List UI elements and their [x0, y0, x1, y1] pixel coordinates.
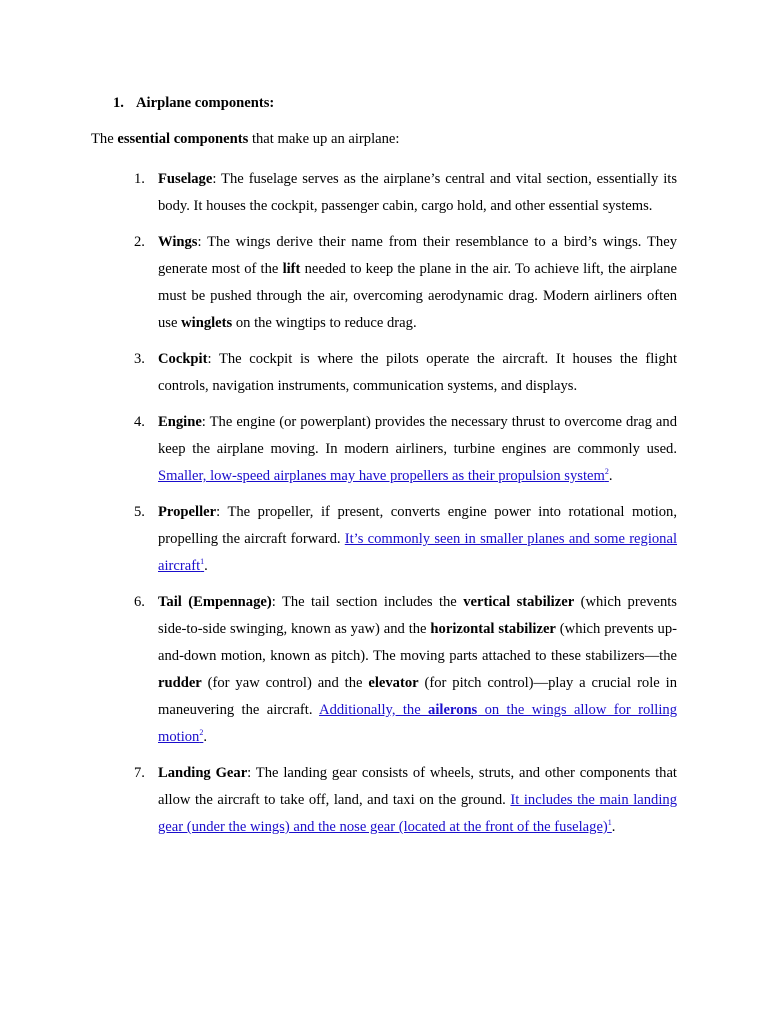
item-text: : The tail section includes the	[271, 594, 464, 610]
item-number: 3.	[134, 351, 145, 367]
item-number: 7.	[134, 765, 145, 781]
link-text[interactable]: It includes the main landing gear (under the wings) and the nose gear (located at the front of the fuselage)	[158, 792, 677, 835]
link-text[interactable]: It’s commonly seen in smaller planes and some regional aircraft	[158, 531, 678, 574]
item-bold-term: horizontal stabilizer	[430, 621, 556, 637]
item-text: needed to keep the plane in the air. To achieve lift, the airplane must be pushed through the air, overcoming aerodynamic drag. Modern airliners often use	[158, 261, 678, 331]
link-text[interactable]: on the wings allow for rolling motion	[158, 702, 677, 745]
item-text-end: .	[611, 819, 616, 835]
item-text: (for yaw control) and the	[201, 675, 369, 691]
item-text: : The landing gear consists of wheels, struts, and other components that allow the aircraft to take off, land, and taxi on the ground.	[158, 765, 677, 808]
footnote-ref[interactable]: 2	[199, 728, 204, 738]
item-bold-term: winglets	[181, 315, 233, 331]
item-number: 1.	[134, 171, 145, 187]
intro-text-end: that make up an airplane:	[248, 131, 400, 147]
intro-bold: essential components	[117, 131, 249, 147]
item-title: Cockpit	[158, 351, 208, 367]
item-text: : The cockpit is where the pilots operate the aircraft. It houses the flight controls, navigation instruments, communication systems, and displays.	[158, 351, 677, 394]
intro-text: The	[91, 131, 118, 147]
list-item-wings	[134, 229, 677, 337]
item-text-end: .	[608, 468, 613, 484]
item-number: 5.	[134, 504, 145, 520]
footnote-ref[interactable]: 2	[604, 467, 609, 477]
item-title: Propeller	[158, 504, 217, 520]
heading-text: Airplane components:	[136, 95, 275, 111]
item-text: (for pitch control)—play a crucial role in maneuvering the aircraft.	[158, 675, 677, 718]
item-text-end: .	[204, 558, 208, 574]
item-bold-term: vertical stabilizer	[463, 594, 575, 610]
item-title: Wings	[158, 234, 198, 250]
footnote-ref[interactable]: 1	[607, 818, 612, 828]
item-text: : The engine (or powerplant) provides the necessary thrust to overcome drag and keep the airplane moving. In modern airliners, turbine engines are commonly used.	[158, 414, 677, 457]
list-item-engine	[134, 409, 677, 490]
link-bold-term[interactable]: ailerons	[428, 702, 478, 718]
item-title: Tail (Empennage)	[158, 594, 272, 610]
item-text: : The propeller, if present, converts engine power into rotational motion, propelling the aircraft forward.	[158, 504, 677, 547]
item-text: (which prevents side-to-side swinging, known as yaw) and the	[158, 594, 677, 637]
link-text[interactable]: Smaller, low-speed airplanes may have propellers as their propulsion system	[158, 468, 605, 484]
item-text: : The fuselage serves as the airplane’s central and vital section, essentially its body. It houses the cockpit, passenger cabin, cargo hold, and other essential systems.	[158, 171, 677, 214]
item-text-end: .	[203, 729, 208, 745]
list-item-tail	[134, 589, 677, 751]
section-heading	[113, 93, 274, 113]
component-list	[134, 166, 677, 850]
item-number: 2.	[134, 234, 145, 250]
item-text: : The wings derive their name from their resemblance to a bird’s wings. They generate most of the	[158, 234, 677, 277]
citation-link[interactable]	[158, 468, 609, 484]
item-title: Fuselage	[158, 171, 213, 187]
item-number: 6.	[134, 594, 145, 610]
item-title: Engine	[158, 414, 202, 430]
item-bold-term: rudder	[158, 675, 202, 691]
item-text: on the wingtips to reduce drag.	[232, 315, 417, 331]
link-text[interactable]: Additionally, the	[319, 702, 429, 718]
intro-paragraph	[91, 129, 399, 149]
item-text: (which prevents up-and-down motion, known as pitch). The moving parts attached to these stabilizers—the	[158, 621, 677, 664]
item-title: Landing Gear	[158, 765, 248, 781]
heading-number: 1.	[113, 95, 124, 111]
list-item-fuselage	[134, 166, 677, 220]
list-item-landing-gear	[134, 760, 677, 841]
item-number: 4.	[134, 414, 145, 430]
item-bold-term: elevator	[368, 675, 419, 691]
list-item-propeller	[134, 499, 677, 580]
list-item-cockpit	[134, 346, 677, 400]
item-bold-term: lift	[282, 261, 301, 277]
footnote-ref[interactable]: 1	[200, 557, 205, 567]
